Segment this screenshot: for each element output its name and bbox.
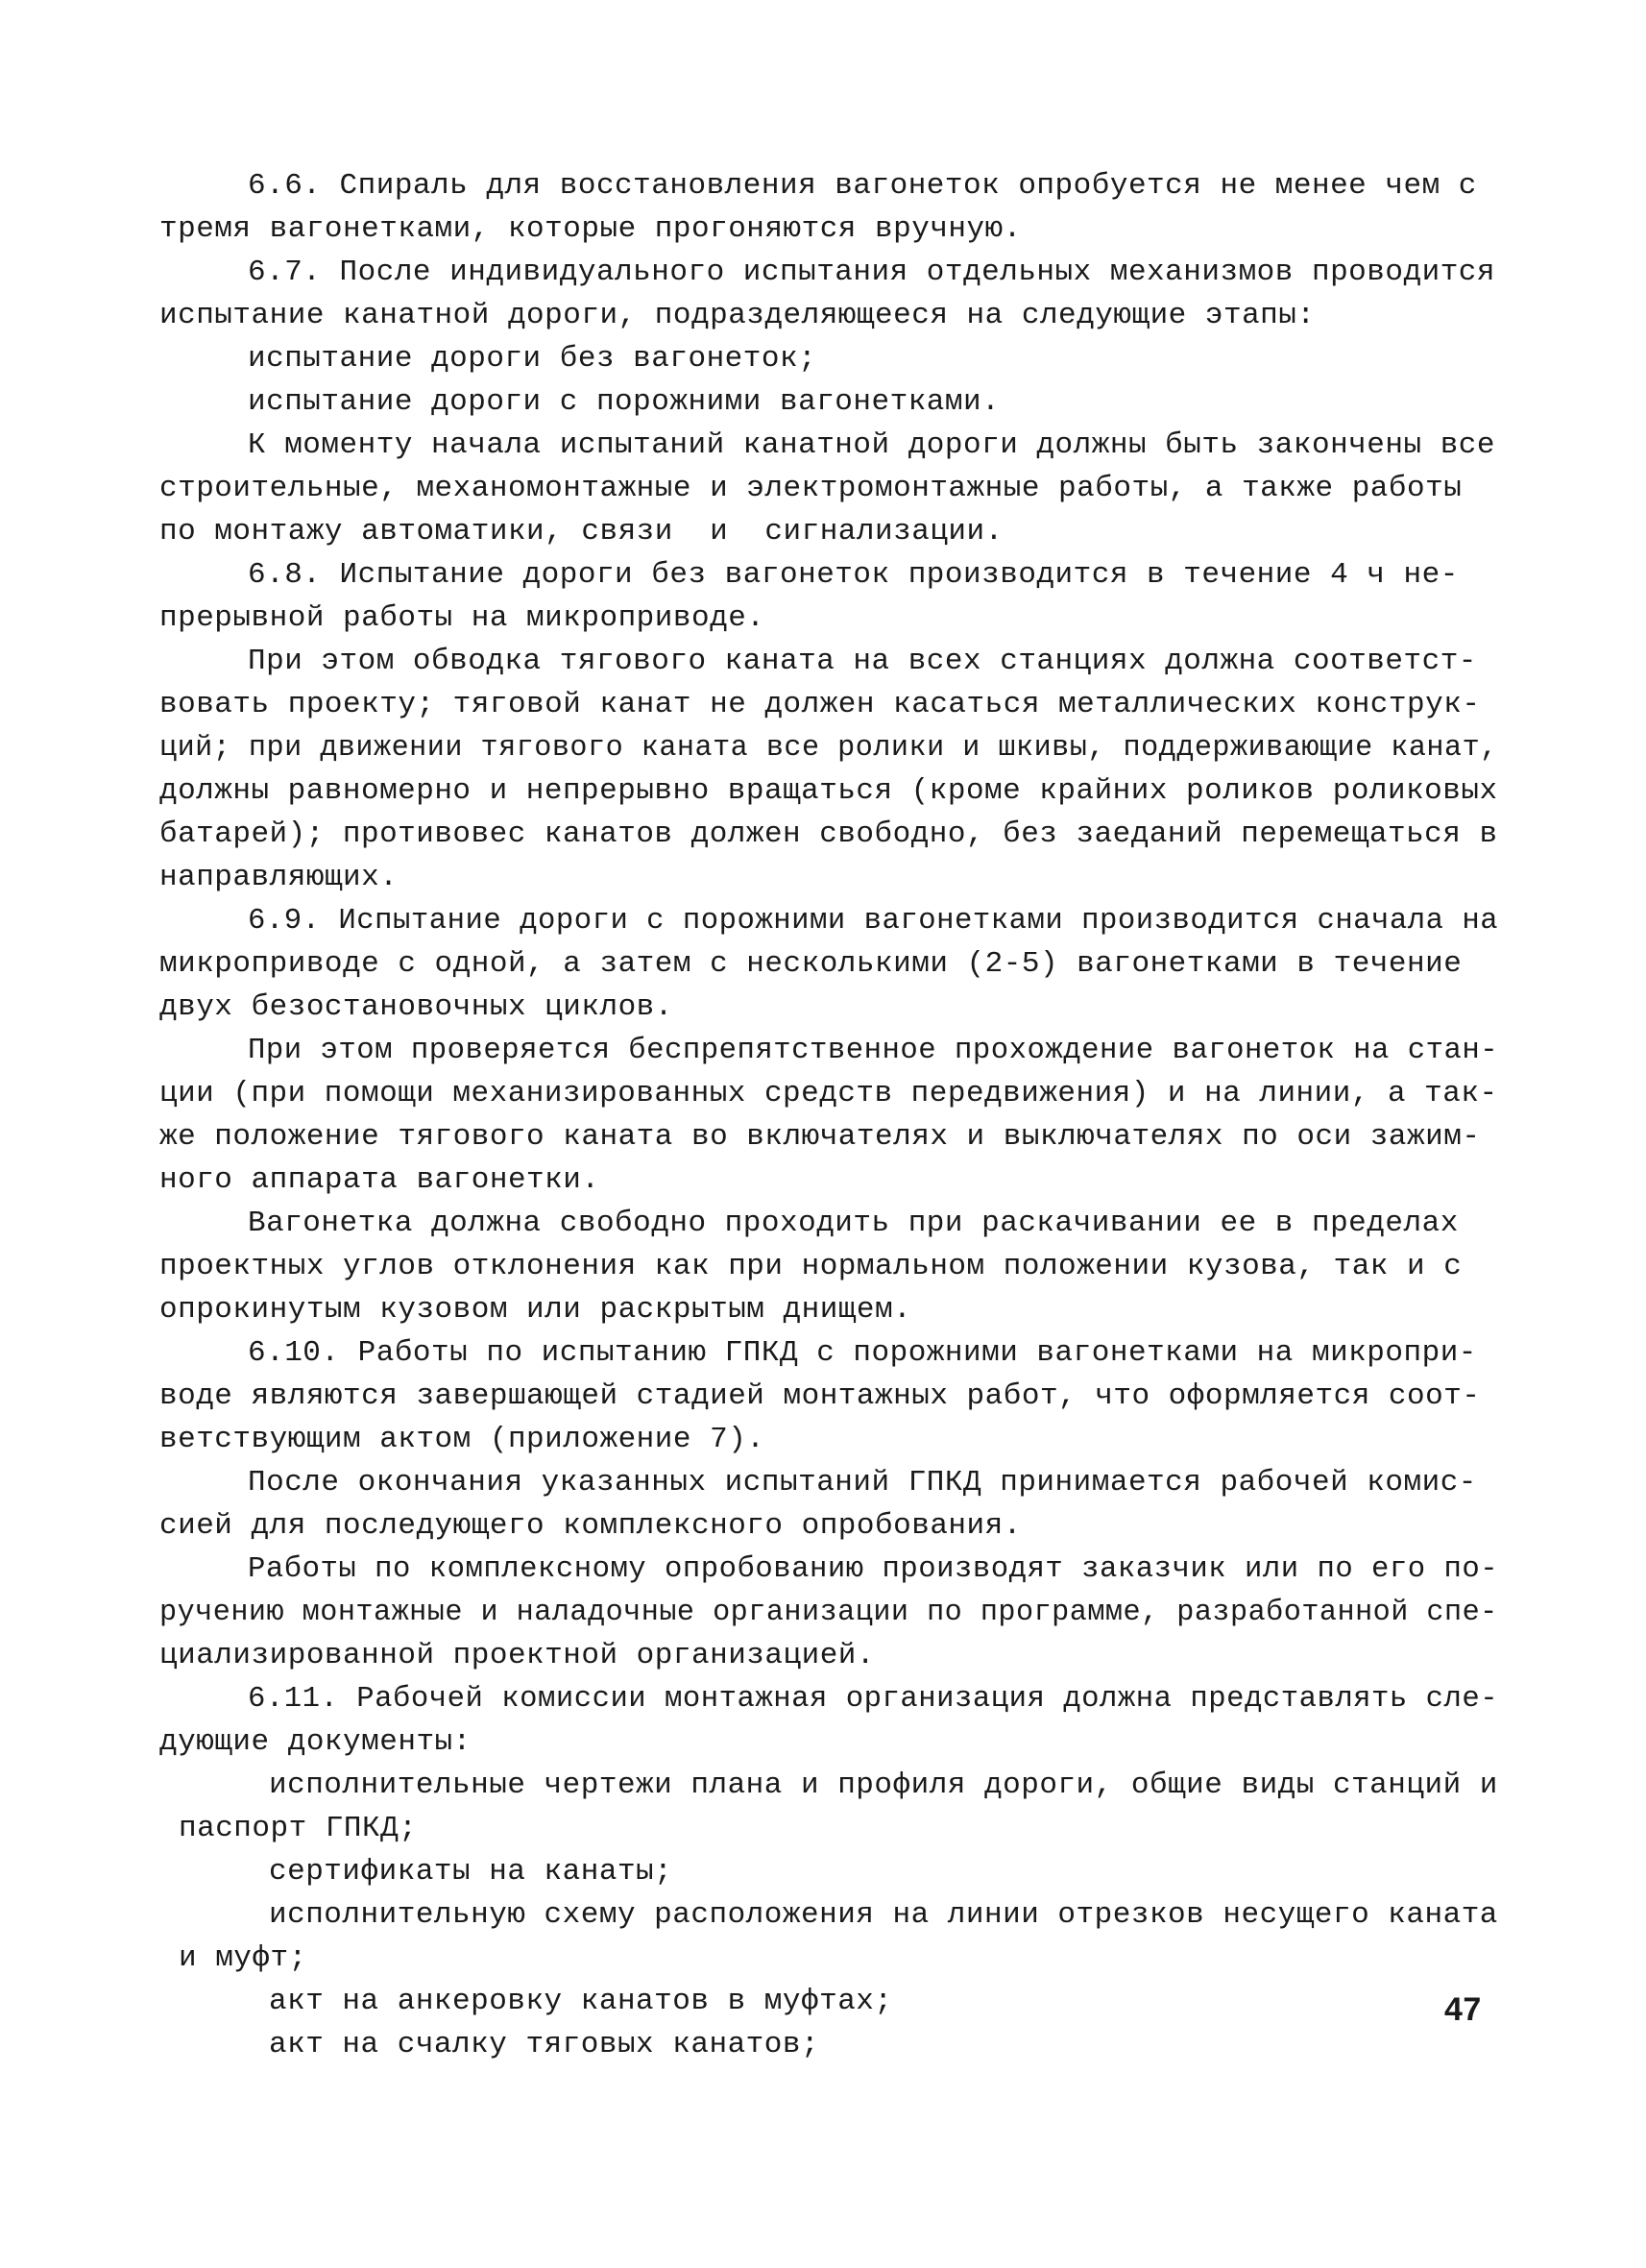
text-line: ного аппарата вагонетки.: [159, 1163, 600, 1197]
text-line: микроприводе с одной, а затем с несколькими (2-5) вагонетками в течение: [159, 947, 1463, 981]
text-line: ций; при движении тягового каната все ролики и шкивы, поддерживающие канат,: [159, 731, 1498, 765]
text-line: После окончания указанных испытаний ГПКД принимается рабочей комис-: [248, 1466, 1477, 1500]
text-line: воде являются завершающей стадией монтажных работ, что оформляется соот-: [159, 1379, 1481, 1413]
text-line: же положение тягового каната во включателях и выключателях по оси зажим-: [159, 1120, 1481, 1154]
text-line: по монтажу автоматики, связи и сигнализации.: [159, 515, 1004, 549]
text-line: испытание дороги без вагонеток;: [248, 342, 817, 376]
text-line: двух безостановочных циклов.: [159, 990, 673, 1024]
text-line: 6.9. Испытание дороги с порожними вагонетками производится сначала на: [248, 904, 1499, 938]
text-line: При этом проверяется беспрепятственное прохождение вагонеток на стан-: [248, 1034, 1499, 1067]
text-line: 6.7. После индивидуального испытания отдельных механизмов проводится: [248, 256, 1496, 289]
text-line: прерывной работы на микроприводе.: [159, 601, 765, 635]
text-line: исполнительные чертежи плана и профиля дороги, общие виды станций и: [269, 1768, 1498, 1802]
text-line: акт на анкеровку канатов в муфтах;: [269, 1985, 893, 2018]
text-line: батарей); противовес канатов должен свободно, без заеданий перемещаться в: [159, 817, 1498, 851]
text-line: циализированной проектной организацией.: [159, 1639, 876, 1672]
text-line: 6.10. Работы по испытанию ГПКД с порожними вагонетками на микропри-: [248, 1336, 1477, 1370]
text-line: должны равномерно и непрерывно вращаться (кроме крайних роликов роликовых: [159, 774, 1498, 808]
text-line: паспорт ГПКД;: [179, 1812, 418, 1845]
text-line: Вагонетка должна свободно проходить при раскачивании ее в пределах: [248, 1207, 1459, 1240]
text-line: При этом обводка тягового каната на всех станциях должна соответст-: [248, 645, 1477, 678]
text-line: тремя вагонетками, которые прогоняются вручную.: [159, 212, 1022, 246]
text-line: ветствующим актом (приложение 7).: [159, 1423, 765, 1456]
text-line: опрокинутым кузовом или раскрытым днищем.: [159, 1293, 912, 1327]
text-line: К моменту начала испытаний канатной дороги должны быть закончены все: [248, 428, 1496, 462]
text-line: и муфт;: [179, 1941, 307, 1975]
text-line: ручению монтажные и наладочные организации по программе, разработанной спе-: [159, 1596, 1498, 1629]
text-line: вовать проекту; тяговой канат не должен касаться металлических конструк-: [159, 688, 1481, 721]
text-line: акт на счалку тяговых канатов;: [269, 2028, 820, 2061]
page-number: 47: [1444, 1991, 1482, 2028]
text-line: испытание канатной дороги, подразделяющееся на следующие этапы:: [159, 299, 1316, 332]
text-line: испытание дороги с порожними вагонетками.: [248, 385, 1001, 419]
text-line: 6.6. Спираль для восстановления вагонеток опробуется не менее чем с: [248, 169, 1477, 203]
text-line: Работы по комплексному опробованию производят заказчик или по его по-: [248, 1552, 1499, 1586]
text-line: 6.11. Рабочей комиссии монтажная организация должна представлять сле-: [248, 1682, 1499, 1716]
text-line: 6.8. Испытание дороги без вагонеток производится в течение 4 ч не-: [248, 558, 1459, 592]
text-line: сией для последующего комплексного опробования.: [159, 1509, 1022, 1543]
text-line: сертификаты на канаты;: [269, 1855, 673, 1889]
text-line: строительные, механомонтажные и электромонтажные работы, а также работы: [159, 472, 1463, 505]
text-line: направляющих.: [159, 861, 399, 894]
text-line: ции (при помощи механизированных средств передвижения) и на линии, а так-: [159, 1077, 1498, 1110]
text-line: проектных углов отклонения как при нормальном положении кузова, так и с: [159, 1250, 1463, 1283]
text-line: дующие документы:: [159, 1725, 472, 1759]
text-line: исполнительную схему расположения на линии отрезков несущего каната: [269, 1898, 1498, 1932]
